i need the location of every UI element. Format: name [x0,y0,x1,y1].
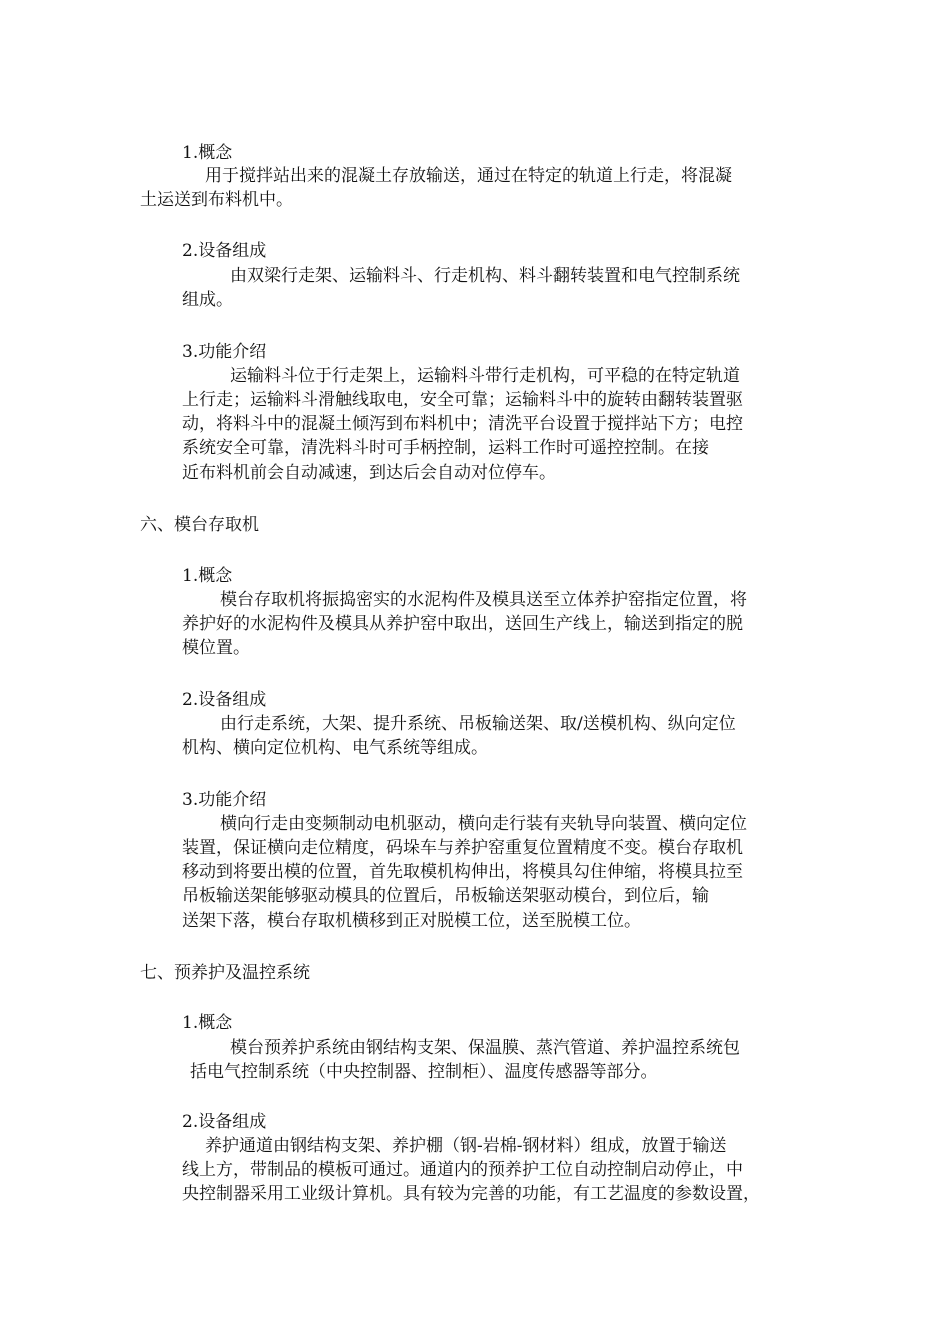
s5-function-line-1: 运输料斗位于行走架上，运输料斗带行走机构，可平稳的在特定轨道 [230,366,740,386]
section-7-title: 七、预养护及温控系统 [140,963,310,983]
s7-equipment-line-2: 线上方，带制品的模板可通过。通道内的预养护工位自动控制启动停止，中 [182,1160,743,1180]
s6-concept-line-1: 模台存取机将振捣密实的水泥构件及模具送至立体养护窑指定位置，将 [220,590,747,610]
s7-concept-line-2: 括电气控制系统（中央控制器、控制柜）、温度传感器等部分。 [190,1062,658,1082]
s6-concept-line-2: 养护好的水泥构件及模具从养护窑中取出，送回生产线上，输送到指定的脱 [182,614,743,634]
s5-function-heading: 3.功能介绍 [182,342,267,362]
s5-equipment-heading: 2.设备组成 [182,241,267,261]
s5-concept-line-2: 土运送到布料机中。 [140,190,293,210]
s6-function-heading: 3.功能介绍 [182,790,267,810]
s6-concept-line-3: 模位置。 [182,638,250,658]
s7-equipment-line-3: 央控制器采用工业级计算机。具有较为完善的功能，有工艺温度的参数设置， [182,1184,760,1204]
s6-equipment-heading: 2.设备组成 [182,690,267,710]
s7-equipment-heading: 2.设备组成 [182,1112,267,1132]
s6-function-line-4: 吊板输送架能够驱动模具的位置后，吊板输送架驱动模台，到位后，输 [182,886,709,906]
s5-function-line-4: 系统安全可靠，清洗料斗时可手柄控制，运料工作时可遥控控制。在接 [182,438,709,458]
s5-function-line-3: 动，将料斗中的混凝土倾泻到布料机中；清洗平台设置于搅拌站下方；电控 [182,414,743,434]
section-6-title: 六、模台存取机 [140,515,259,535]
s6-function-line-1: 横向行走由变频制动电机驱动，横向走行装有夹轨导向装置、横向定位 [220,814,747,834]
s6-function-line-5: 送架下落，模台存取机横移到正对脱模工位，送至脱模工位。 [182,911,641,931]
s5-equipment-line-2: 组成。 [182,290,233,310]
s5-function-line-5: 近布料机前会自动减速，到达后会自动对位停车。 [182,463,556,483]
s6-function-line-2: 装置，保证横向走位精度，码垛车与养护窑重复位置精度不变。模台存取机 [182,838,743,858]
s6-function-line-3: 移动到将要出模的位置，首先取模机构伸出，将模具勾住伸缩，将模具拉至 [182,862,743,882]
s7-concept-line-1: 模台预养护系统由钢结构支架、保温膜、蒸汽管道、养护温控系统包 [230,1038,740,1058]
s5-concept-line-1: 用于搅拌站出来的混凝土存放输送，通过在特定的轨道上行走，将混凝 [205,166,732,186]
s6-concept-heading: 1.概念 [182,566,233,586]
s6-equipment-line-2: 机构、横向定位机构、电气系统等组成。 [182,738,488,758]
s5-function-line-2: 上行走；运输料斗滑触线取电，安全可靠；运输料斗中的旋转由翻转装置驱 [182,390,743,410]
s6-equipment-line-1: 由行走系统，大架、提升系统、吊板输送架、取/送模机构、纵向定位 [220,714,736,734]
s5-equipment-line-1: 由双梁行走架、运输料斗、行走机构、料斗翻转装置和电气控制系统 [230,266,740,286]
s7-equipment-line-1: 养护通道由钢结构支架、养护棚（钢-岩棉-钢材料）组成，放置于输送 [205,1136,727,1156]
s7-concept-heading: 1.概念 [182,1013,233,1033]
s5-concept-heading: 1.概念 [182,143,233,163]
